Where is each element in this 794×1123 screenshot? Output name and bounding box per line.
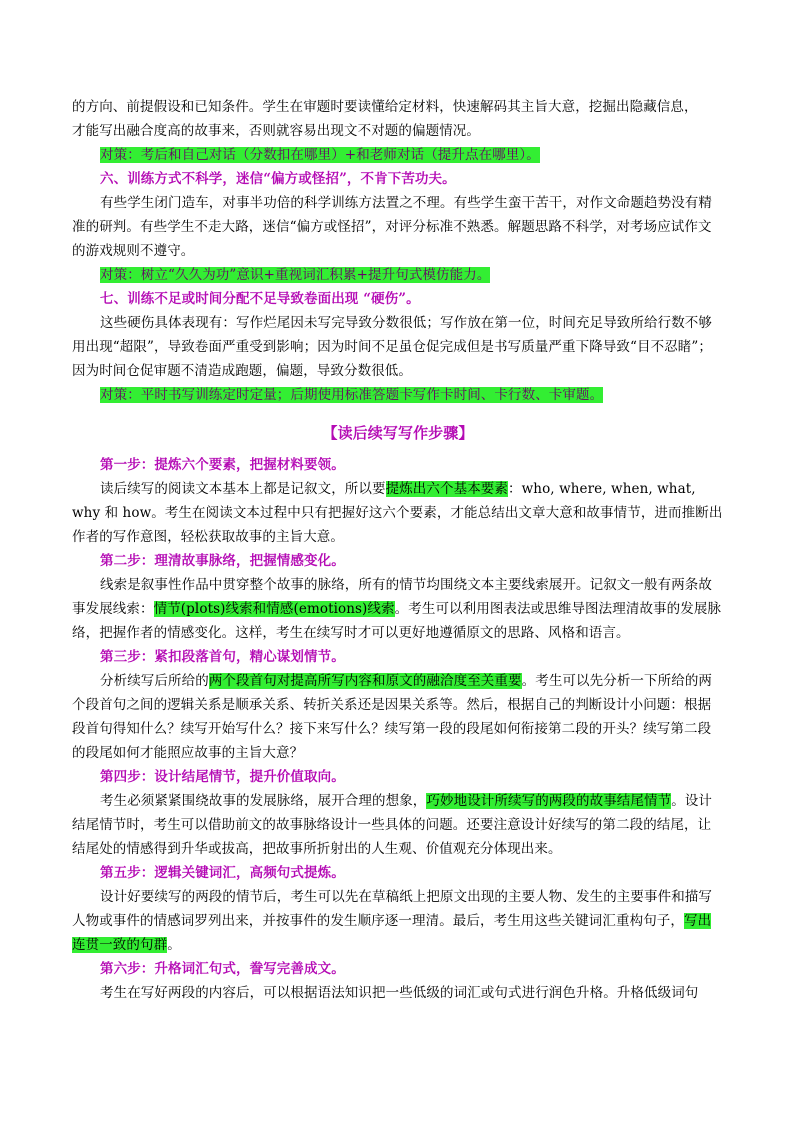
step-heading: 第六步：升格词汇句式，誊写完善成文。 [100, 961, 345, 977]
step-heading: 第一步：提炼六个要素，把握材料要领。 [100, 457, 345, 473]
text: 线索是叙事性作品中贯穿整个故事的脉络，所有的情节均围绕文本主要线索展开。记叙文一般有两条故事发展线索： [72, 577, 712, 617]
paragraph [72, 573, 724, 645]
text: ：who, where, when, what, why 和 how。考生在阅读文本过程中只有把握好这六个要素，才能总结出文章大意和故事情节，进而推断出作者的写作意图，轻松获取故事的主旨大意。 [72, 481, 723, 545]
paragraph: 考生在写好两段的内容后，可以根据语法知识把一些低级的词汇或句式进行润色升格。升格低级词句 [100, 985, 699, 1001]
highlight: 提炼出六个基本要素 [385, 481, 509, 497]
text: 分析续写后所给的 [100, 673, 209, 689]
paragraph-continued [72, 95, 724, 143]
text-line: 才能写出融合度高的故事来，否则就容易出现文不对题的偏题情况。 [72, 123, 480, 139]
text: 。 [167, 937, 181, 953]
text: 。设计结尾情节时，考生可以借助前文的故事脉络设计一些具体的问题。还要注意设计好续写的第二段的结尾，让结尾处的情感得到升华或拔高，把故事所折射出的人生观、价值观充分体现出来。 [72, 793, 713, 857]
highlight: 巧妙地设计所续写的两段的故事结尾情节 [426, 793, 672, 809]
highlight: 两个段首句对提高所写内容和原文的融洽度至关重要 [208, 673, 522, 689]
text: 。考生可以先分析一下所给的两个段首句之间的逻辑关系是顺承关系、转折关系还是因果关系等。然后，根据自己的判断设计小问题：根据段首句得知什么？续写开始写什么？接下来写什么？续写第一段的段尾如何衔接第二段的开头？续写第二段的段尾如何才能照应故事的主旨大意？ [72, 673, 713, 761]
highlight: 情节(plots)线索和情感(emotions)线索 [153, 601, 395, 617]
step-heading: 第三步：紧扣段落首句，精心谋划情节。 [100, 649, 345, 665]
highlight: 写出连贯一致的句群 [72, 913, 712, 953]
text: 读后续写的阅读文本基本上都是记叙文，所以要 [100, 481, 386, 497]
strategy-note [72, 263, 724, 287]
paragraph [72, 477, 724, 549]
paragraph [72, 789, 724, 861]
text: 考生必须紧紧围绕故事的发展脉络，展开合理的想象， [100, 793, 427, 809]
step-heading: 第五步：逻辑关键词汇，高频句式提炼。 [100, 865, 345, 881]
text: 。考生可以利用图表法或思维导图法理清故事的发展脉络，把握作者的情感变化。这样，考生在续写时才可以更好地遵循原文的思路、风格和语言。 [72, 601, 722, 641]
step-heading: 第四步：设计结尾情节，提升价值取向。 [100, 769, 345, 785]
subheading-seven: 七、训练不足或时间分配不足导致卷面出现 “硬伤”。 [100, 291, 420, 307]
document-body [72, 95, 724, 1005]
text: 设计好要续写的两段的情节后，考生可以先在草稿纸上把原文出现的主要人物、发生的主要事件和描写人物或事件的情感词罗列出来，并按事件的发生顺序逐一理清。最后，考生用这些关键词汇重构句子， [72, 889, 712, 929]
text-line: 的方向、前提假设和已知条件。学生在审题时要读懂给定材料，快速解码其主旨大意，挖掘出隐藏信息， [72, 99, 698, 115]
step-heading: 第二步：理清故事脉络，把握情感变化。 [100, 553, 345, 569]
paragraph: 这些硬伤具体表现有：写作烂尾因未写完导致分数很低；写作放在第一位，时间充足导致所给行数不够用出现“超限”，导致卷面严重受到影响；因为时间不足虽仓促完成但是书写质量严重下降导致“目不忍睹”；因为时间仓促审题不清造成跑题，偏题，导致分数很低。 [72, 315, 713, 379]
strategy-highlight: 对策：平时书写训练定时定量；后期使用标准答题卡写作卡时间、卡行数、卡审题。 [100, 387, 604, 403]
strategy-highlight: 对策：树立“久久为功”意识+重视词汇积累+提升句式模仿能力。 [100, 267, 491, 283]
strategy-note [72, 143, 724, 167]
strategy-note [72, 383, 724, 407]
strategy-highlight: 对策：考后和自己对话（分数扣在哪里）+和老师对话（提升点在哪里）。 [100, 147, 540, 163]
section-title: 【读后续写写作步骤】 [322, 424, 474, 442]
paragraph [72, 669, 724, 765]
paragraph [72, 885, 724, 957]
paragraph: 有些学生闭门造车，对事半功倍的科学训练方法置之不理。有些学生蛮干苦干，对作文命题趋势没有精准的研判。有些学生不走大路，迷信“偏方或怪招”，对评分标准不熟悉。解题思路不科学，对考场应试作文的游戏规则不遵守。 [72, 195, 712, 259]
subheading-six: 六、训练方式不科学，迷信“偏方或怪招”，不肯下苦功夫。 [100, 171, 456, 187]
